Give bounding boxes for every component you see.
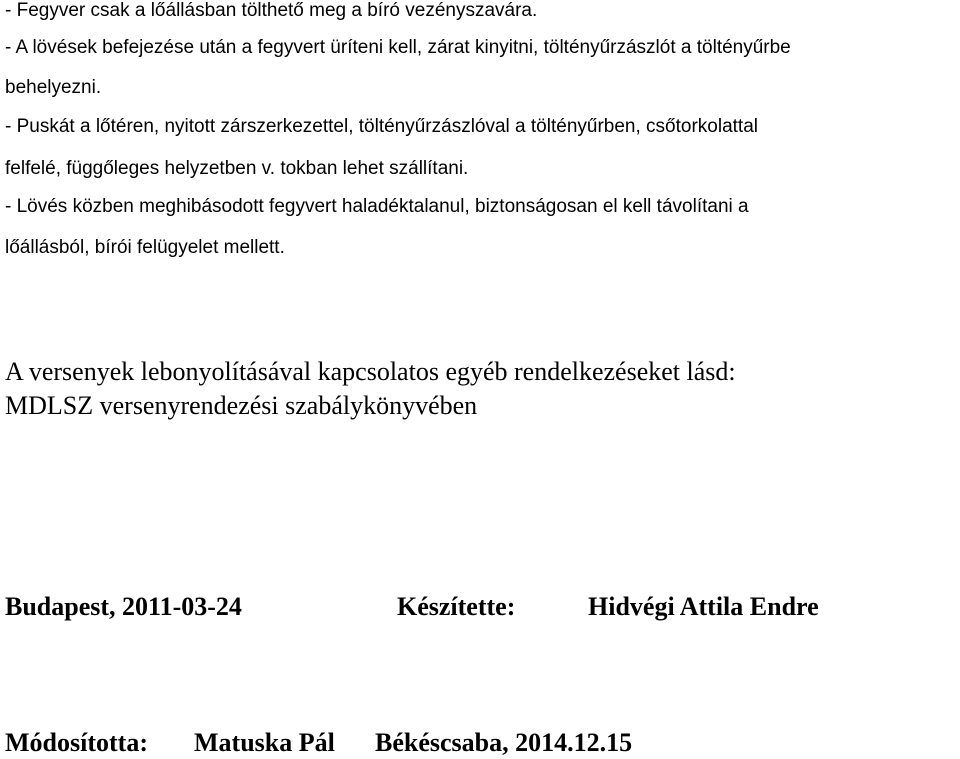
rule-line-4: - Puskát a lőtéren, nyitott zárszerkezettel, töltényűrzászlóval a töltényűrben, csőtorkolattal — [5, 116, 758, 137]
closing-line-1: A versenyek lebonyolításával kapcsolatos egyéb rendelkezéseket lásd: — [5, 357, 736, 386]
rule-line-3: behelyezni. — [5, 77, 102, 98]
author-label: Készítette: — [397, 592, 516, 621]
modified-label: Módosította: — [5, 728, 148, 757]
rule-line-7: lőállásból, bírói felügyelet mellett. — [5, 237, 285, 258]
rule-line-5: felfelé, függőleges helyzetben v. tokban lehet szállítani. — [5, 158, 469, 179]
place-date: Budapest, 2011-03-24 — [5, 592, 242, 621]
modifier-name: Matuska Pál — [194, 728, 335, 757]
closing-line-2: MDLSZ versenyrendezési szabálykönyvében — [5, 391, 478, 420]
rule-line-2: - A lövések befejezése után a fegyvert üríteni kell, zárat kinyitni, töltényűrzászlót a töltényűrbe — [5, 37, 791, 58]
author-name: Hidvégi Attila Endre — [588, 592, 819, 621]
rule-line-1: - Fegyver csak a lőállásban tölthető meg a bíró vezényszavára. — [5, 0, 538, 21]
rule-line-6: - Lövés közben meghibásodott fegyvert haladéktalanul, biztonságosan el kell távolítani a — [5, 196, 749, 217]
modified-place-date: Békéscsaba, 2014.12.15 — [375, 728, 633, 757]
